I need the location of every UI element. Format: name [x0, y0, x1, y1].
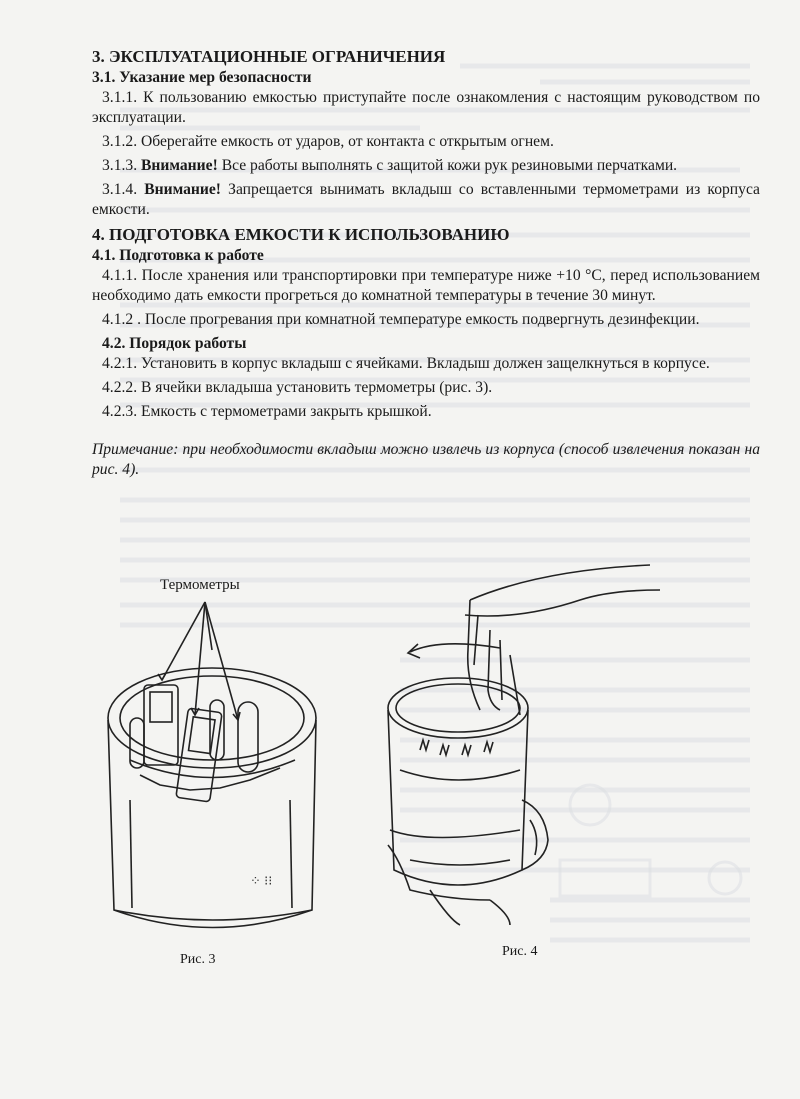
thermometers-label: Термометры [160, 577, 240, 593]
paragraph-3-1-1: 3.1.1. К пользованию емкостью приступайте после ознакомления с настоящим руководством по эксплуатации. [92, 89, 760, 126]
paragraph-3-1-4-text: Запрещается вынимать вкладыш со вставленными термометрами из корпуса емкости. [92, 181, 760, 218]
section3-title: 3. ЭКСПЛУАТАЦИОННЫЕ ОГРАНИЧЕНИЯ [92, 47, 446, 66]
paragraph-4-1-1: 4.1.1. После хранения или транспортировки при температуре ниже +10 °С, перед использованием необходимо дать емкости прогреться до комнатной температуры в течение 30 минут. [92, 267, 760, 304]
paragraph-3-1-3 [92, 156, 760, 176]
container-marking: ⁘ ⁝⁝ [250, 873, 273, 888]
paragraph-4-1-2: 4.1.2 . После прогревания при комнатной температуре емкость подвергнуть дезинфекции. [102, 311, 700, 328]
figure-3-caption: Рис. 3 [180, 952, 216, 967]
paragraph-3-1-3-text: Все работы выполнять с защитой кожи рук резиновыми перчатками. [221, 157, 678, 174]
section4-1-title: 4.1. Подготовка к работе [92, 247, 264, 264]
paragraph-3-1-4-number: 3.1.4. [102, 181, 138, 198]
paragraph-3-1-4 [92, 180, 760, 220]
section4-title: 4. ПОДГОТОВКА ЕМКОСТИ К ИСПОЛЬЗОВАНИЮ [92, 225, 510, 244]
note-paragraph: Примечание: при необходимости вкладыш можно извлечь из корпуса (способ извлечения показан на рис. 4). [92, 441, 760, 478]
figure-4-hands-drawing [370, 560, 670, 930]
main-text [92, 46, 760, 484]
paragraph-4-2-1: 4.2.1. Установить в корпус вкладыш с ячейками. Вкладыш должен защелкнуться в корпусе. [102, 355, 710, 372]
section4-2-title: 4.2. Порядок работы [102, 335, 247, 352]
paragraph-4-2-3: 4.2.3. Емкость с термометрами закрыть крышкой. [102, 403, 432, 420]
paragraph-3-1-2: 3.1.2. Оберегайте емкость от ударов, от контакта с открытым огнем. [102, 133, 554, 150]
paragraph-3-1-3-number: 3.1.3. [102, 157, 138, 174]
section3-1-title: 3.1. Указание мер безопасности [92, 69, 312, 86]
figure-4-caption: Рис. 4 [502, 944, 538, 959]
warning-label: Внимание! [141, 157, 218, 174]
paragraph-4-2-2: 4.2.2. В ячейки вкладыша установить термометры (рис. 3). [102, 379, 493, 396]
warning-label: Внимание! [144, 181, 222, 198]
figure-3-container-drawing [100, 590, 330, 950]
